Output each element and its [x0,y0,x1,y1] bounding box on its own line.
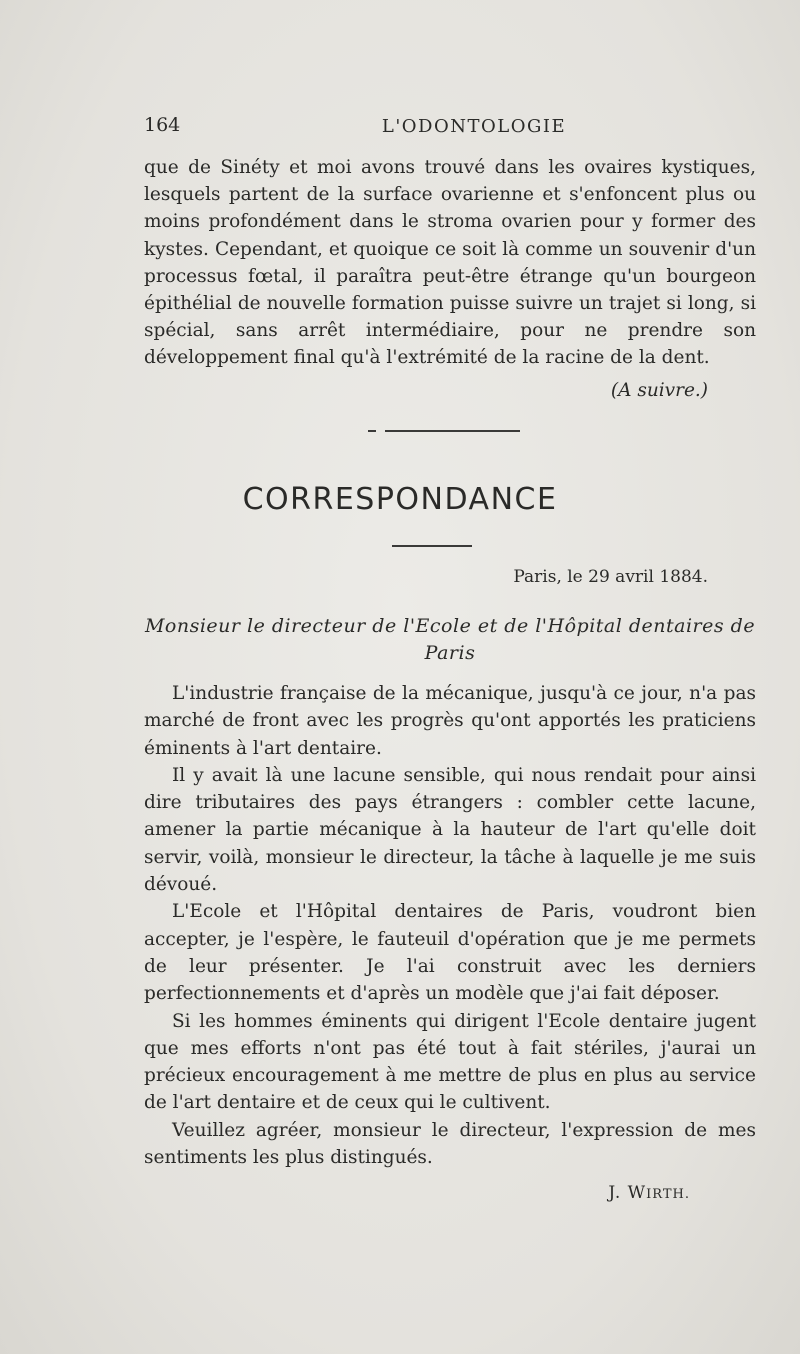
divider-dash [368,430,376,432]
letter-signature [608,1183,690,1203]
section-divider [385,430,520,432]
continued-paragraph [144,154,756,372]
to-be-continued-note: (A suivre.) [610,380,708,401]
letter-salutation: Monsieur le directeur de l'Ecole et de l'Hôpital dentaires de Paris [144,615,756,664]
running-title: L'ODONTOLOGIE [381,116,567,137]
letter-paragraph: Il y avait là une lacune sensible, qui nous rendait pour ainsi dire tributaires des pays étrangers : combler cette lacune, amener la partie mécanique à la hauteur de l'art qu'elle doit servir, voilà, monsieur le directeur, la tâche à laquelle je me suis dévoué. [144,764,756,896]
page-number: 164 [144,114,181,136]
letter-paragraph: L'Ecole et l'Hôpital dentaires de Paris, voudront bien accepter, je l'espère, le fauteuil d'opération que je me permets de leur présenter. Je l'ai construit avec les derniers perfectionnements et d'après un modèle que j'ai fait déposer. [144,901,756,1005]
letter-paragraph: L'industrie française de la mécanique, jusqu'à ce jour, n'a pas marché de front avec les progrès qu'ont apportés les praticiens éminents à l'art dentaire. [144,683,756,759]
letter-date: Paris, le 29 avril 1884. [513,567,708,587]
continued-text: que de Sinéty et moi avons trouvé dans les ovaires kystiques, lesquels partent de la surface ovarienne et s'enfoncent plus ou moins profondément dans le stroma ovarien pour y former des kystes. Cependant, et quoique ce soit là comme un souvenir d'un processus fœtal, il paraîtra peut-être étrange qu'un bourgeon épithélial de nouvelle formation puisse suivre un trajet si long, si spécial, sans arrêt intermédiaire, pour ne prendre son développement final qu'à l'extrémité de la racine de la dent. [144,157,756,369]
signature-initial: J. W [608,1183,647,1203]
section-title: CORRESPONDANCE [242,482,558,517]
letter-paragraph: Veuillez agréer, monsieur le directeur, l'expression de mes sentiments les plus distingués. [144,1119,756,1169]
letter-body [144,680,756,1171]
signature-surname: IRTH. [646,1187,690,1202]
title-underline [392,545,472,547]
letter-paragraph: Si les hommes éminents qui dirigent l'Ecole dentaire jugent que mes efforts n'ont pas été tout à fait stériles, j'aurai un précieux encouragement à me mettre de plus en plus au service de l'art dentaire et de ceux qui le cultivent. [144,1010,756,1114]
page-header [144,114,764,144]
